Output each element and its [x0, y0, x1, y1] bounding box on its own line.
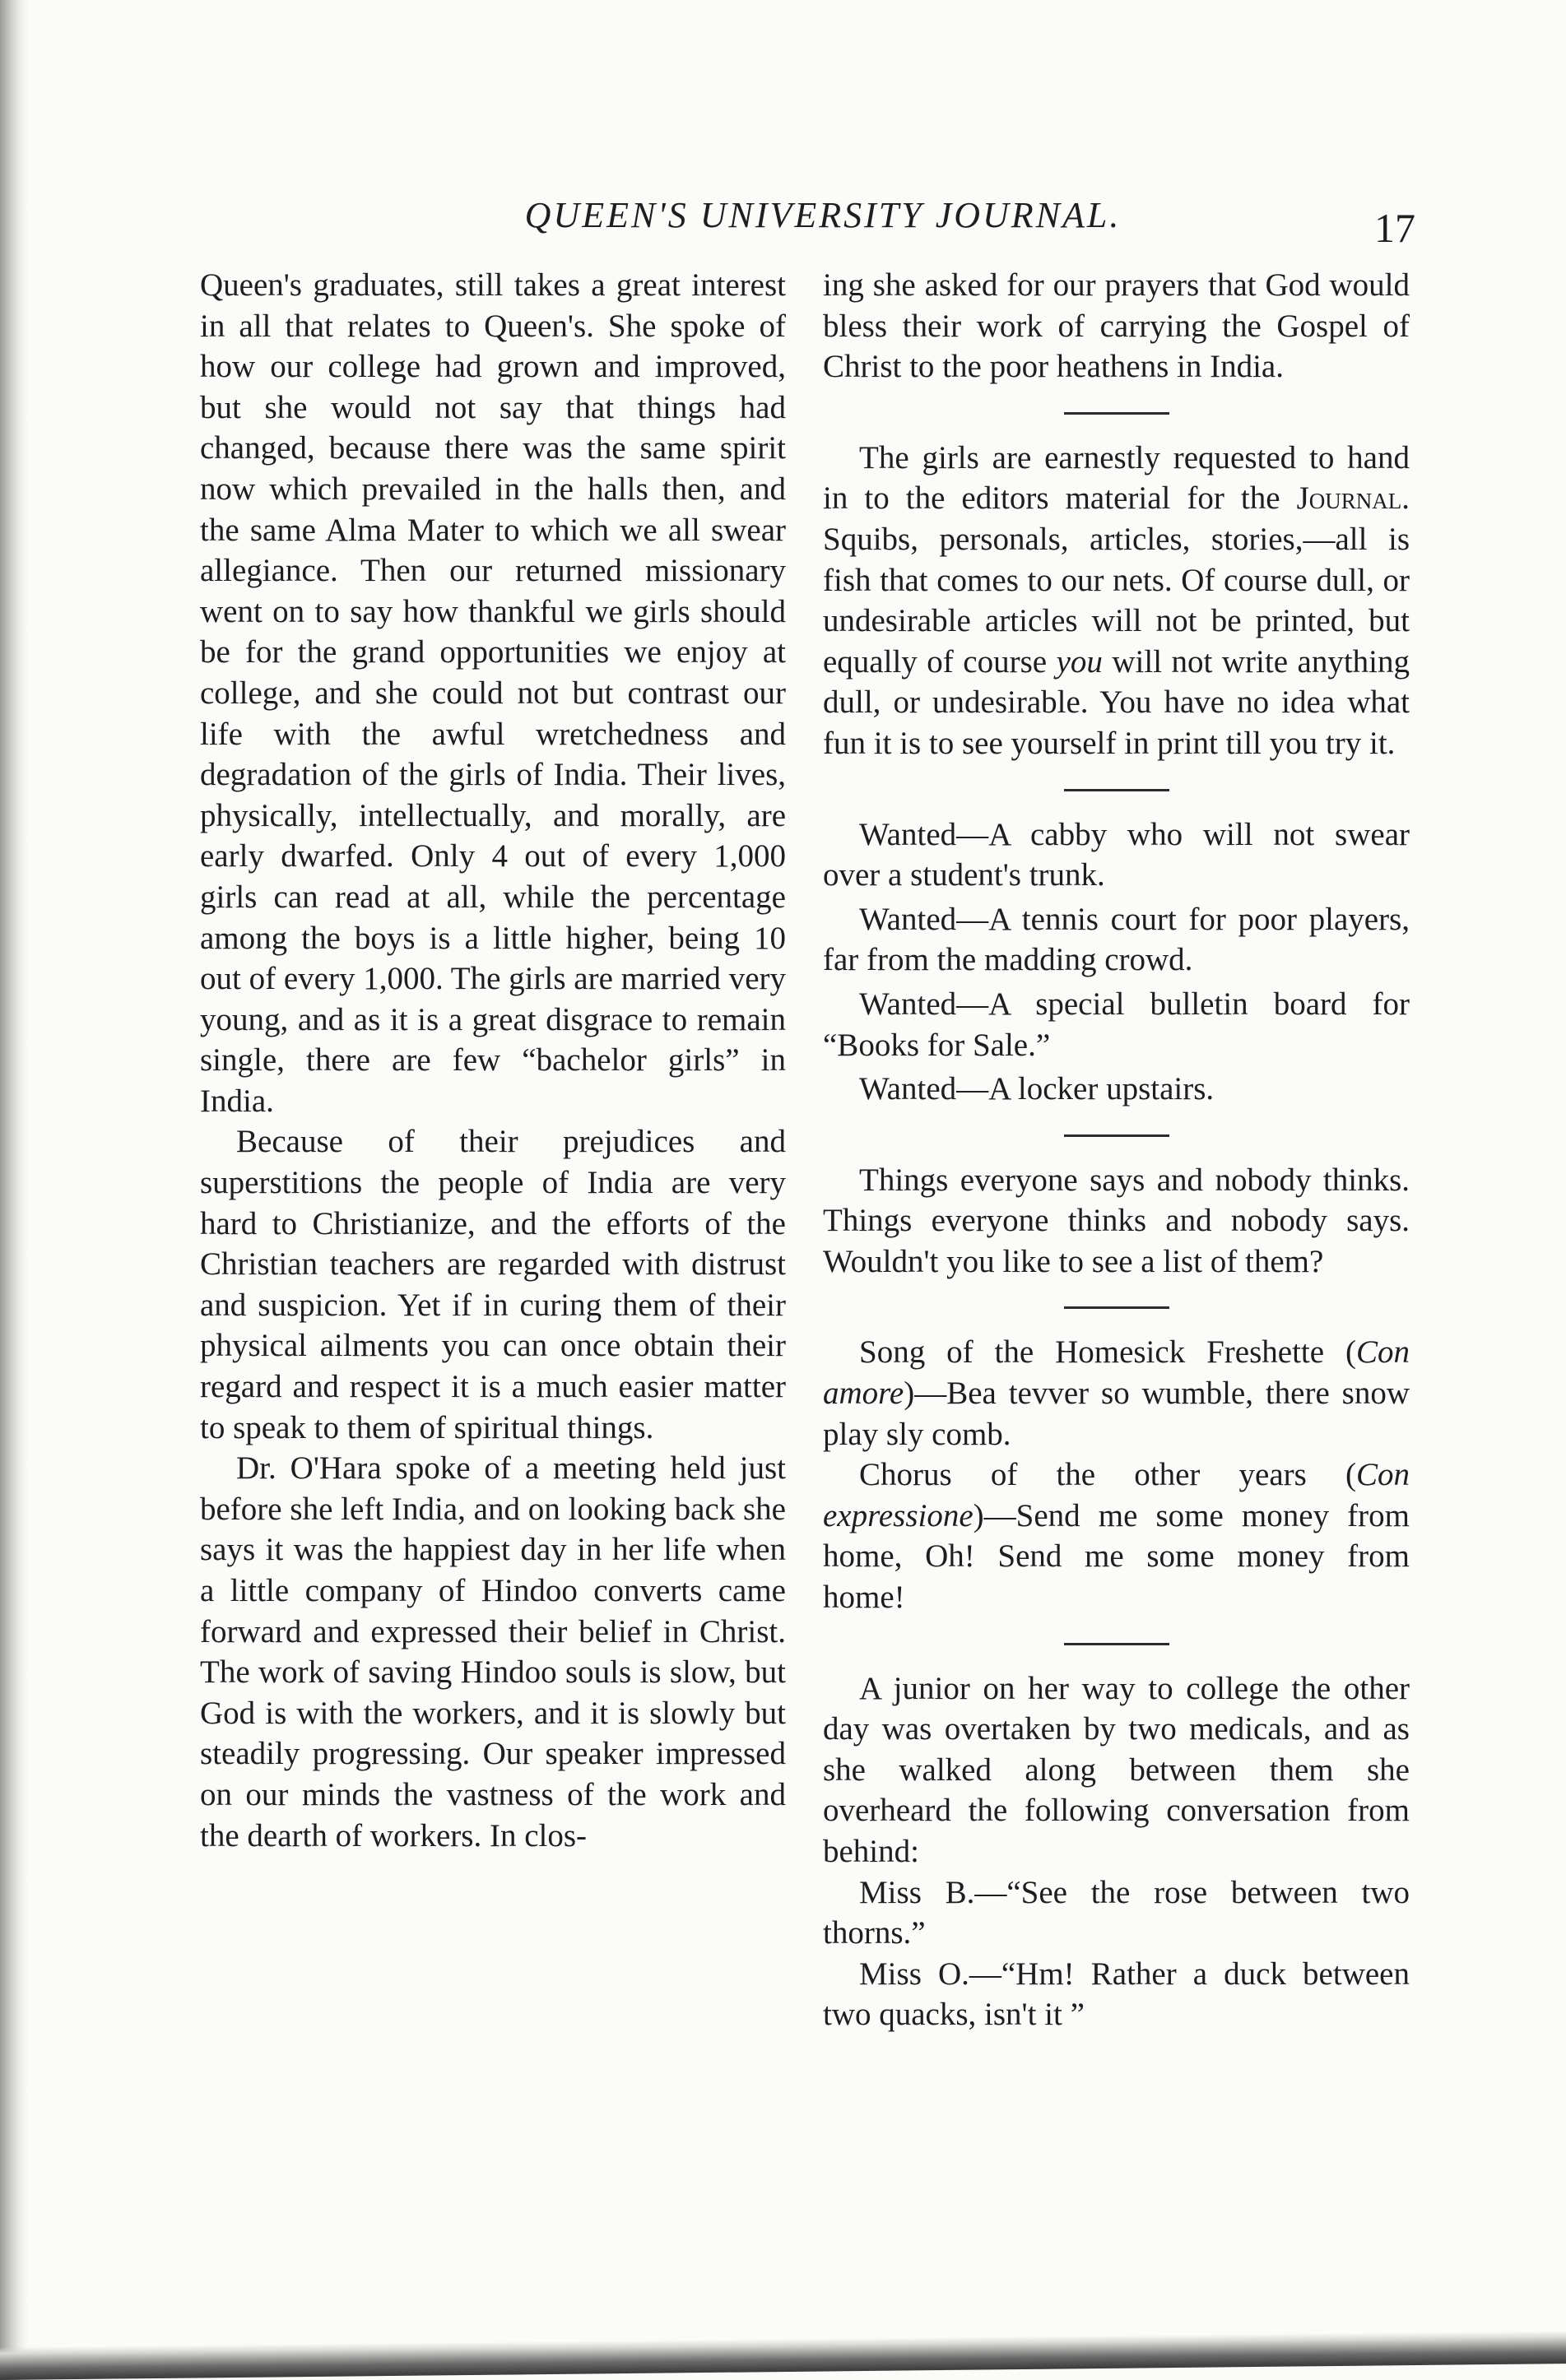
section-divider — [1064, 1134, 1169, 1137]
song-text-start: Song of the Homesick Freshette ( — [859, 1334, 1356, 1371]
section-divider — [1064, 1643, 1169, 1645]
paragraph-chorus — [823, 1454, 1410, 1617]
chorus-text-start: Chorus of the other years ( — [859, 1457, 1356, 1493]
paragraph-things-everyone-says: Things everyone says and nobody thinks. Things everyone thinks and nobody says. Wouldn't you like to see a list of them? — [823, 1162, 1410, 1279]
paragraph-prejudices: Because of their prejudices and superstitions the people of India are very hard to Christianize, and the efforts of the Christian teachers are regarded with distrust and suspicion. Yet if in curing them of their physical ailments you can once obtain their regard and respect it is a much easier matter to speak to them of spiritual things. — [200, 1124, 786, 1445]
section-divider — [1064, 789, 1169, 791]
paragraph-homesick-freshette — [823, 1332, 1410, 1454]
paragraph-queens-graduates: Queen's graduates, still takes a great interest in all that relates to Queen's. She spoke of how our college had grown and improved, but she would not say that things had changed, because there was the same spirit now which prevailed in the halls then, and the same Alma Mater to which we all swear allegiance. Then our returned missionary went on to say how thankful we girls should be for the grand opportunities we enjoy at college, and she could not but contrast our life with the awful wretchedness and degradation of the girls of India. Their lives, physically, intellectually, and morally, are early dwarfed. Only 4 out of every 1,000 girls can read at all, while the percentage among the boys is a little higher, being 10 out of every 1,000. The girls are married very young, and as it is a great disgrace to remain single, there are few “bachelor girls” in India. — [200, 267, 786, 1119]
page-binding-shadow — [0, 0, 28, 2380]
right-column — [823, 265, 1410, 2035]
song-marking: Con amore — [823, 1334, 1410, 1412]
wanted-item: Wanted—A locker upstairs. — [859, 1071, 1215, 1107]
paragraph-closing-prayer: ing she asked for our prayers that God would bless their work of carrying the Gospel of Christ to the poor heathens in India. — [823, 267, 1410, 385]
request-text-middle: Squibs, personals, articles, stories,—all is fish that comes to our nets. Of course dull, or undesirable articles will not be printed, but equally of course — [823, 521, 1410, 680]
left-column — [200, 265, 786, 1856]
paragraph-dr-ohara: Dr. O'Hara spoke of a meeting held just before she left India, and on looking back she says it was the happiest day in her life when a little company of Hindoo converts came forward and expressed their belief in Christ. The work of saving Hindoo souls is slow, but God is with the workers, and it is slowly but steadily progressing. Our speaker impressed on our minds the vastness of the work and the dearth of workers. In clos- — [200, 1450, 786, 1853]
journal-name: Journal. — [1296, 480, 1410, 517]
dialogue-line: Miss B.—“See the rose between two thorns.” — [823, 1874, 1410, 1951]
chorus-marking: Con expressione — [823, 1457, 1410, 1533]
song-text-end: )—Bea tevver so wumble, there snow play sly comb. — [823, 1376, 1410, 1452]
page-number: 17 — [1374, 205, 1415, 251]
wanted-item: Wanted—A tennis court for poor players, far from the madding crowd. — [823, 901, 1410, 978]
running-title: QUEEN'S UNIVERSITY JOURNAL. — [524, 195, 1122, 235]
section-divider — [1064, 412, 1169, 415]
emphasis-you: you — [1056, 643, 1103, 680]
paragraph-junior-anecdote: A junior on her way to college the other day was overtaken by two medicals, and as she walked along between them she overheard the following conversation from behind: — [823, 1670, 1410, 1869]
wanted-item: Wanted—A cabby who will not swear over a student's trunk. — [823, 816, 1410, 893]
page-bottom-shadow — [0, 2331, 1566, 2380]
paragraph-material-request — [823, 438, 1410, 764]
request-text-start: The girls are earnestly requested to hand in to the editors material for the — [823, 439, 1410, 517]
section-divider — [1064, 1306, 1169, 1309]
wanted-item: Wanted—A special bulletin board for “Books for Sale.” — [823, 986, 1410, 1063]
chorus-text-end: )—Send me some money from home, Oh! Send me some money from home! — [823, 1497, 1410, 1616]
request-text-end: will not write anything dull, or undesirable. You have no idea what fun it is to see yourself in print till you try it. — [823, 643, 1410, 761]
dialogue-line: Miss O.—“Hm! Rather a duck between two quacks, isn't it ” — [823, 1955, 1410, 2033]
